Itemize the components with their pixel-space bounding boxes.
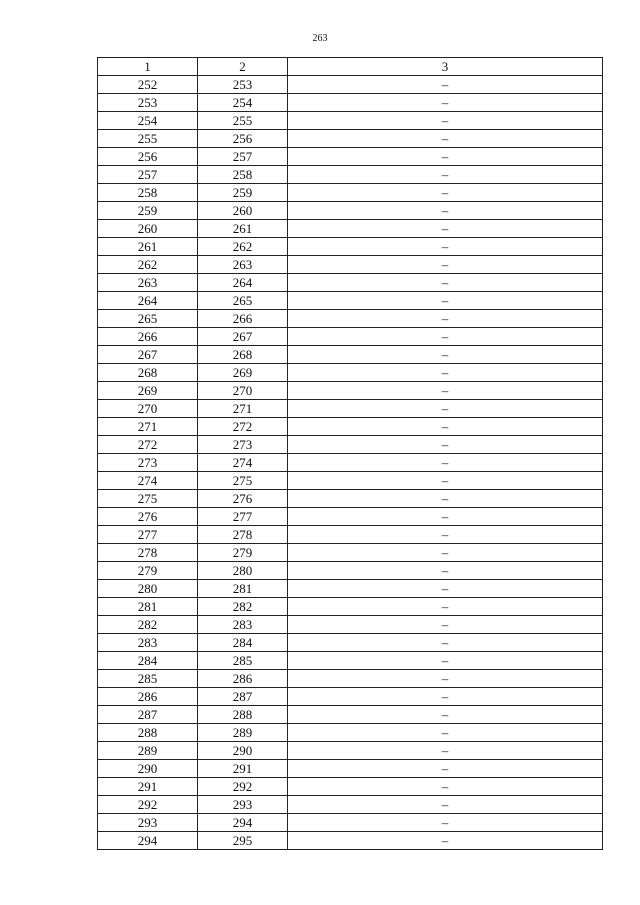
table-cell-col-1: 279 [98, 562, 198, 580]
table-cell-col-2: 261 [198, 220, 288, 238]
table-row [98, 166, 603, 184]
table-cell-col-2: 258 [198, 166, 288, 184]
table-cell-col-3: – [288, 184, 603, 202]
table-cell-col-2: 267 [198, 328, 288, 346]
table-row [98, 94, 603, 112]
table-cell-col-3: – [288, 670, 603, 688]
table-cell-col-3: – [288, 580, 603, 598]
table-cell-col-3: – [288, 202, 603, 220]
table-cell-col-3: – [288, 508, 603, 526]
table-cell-col-3: – [288, 688, 603, 706]
table-row [98, 508, 603, 526]
column-header-1: 1 [98, 58, 198, 76]
table-cell-col-1: 261 [98, 238, 198, 256]
table-cell-col-3: – [288, 418, 603, 436]
table-cell-col-1: 283 [98, 634, 198, 652]
table-cell-col-2: 275 [198, 472, 288, 490]
table-cell-col-1: 275 [98, 490, 198, 508]
table-row [98, 724, 603, 742]
table-cell-col-3: – [288, 796, 603, 814]
table-row [98, 274, 603, 292]
table-cell-col-3: – [288, 760, 603, 778]
table-row [98, 76, 603, 94]
table-cell-col-3: – [288, 130, 603, 148]
table-cell-col-3: – [288, 346, 603, 364]
table-cell-col-1: 253 [98, 94, 198, 112]
table-cell-col-2: 253 [198, 76, 288, 94]
table-cell-col-1: 277 [98, 526, 198, 544]
table-cell-col-2: 272 [198, 418, 288, 436]
table-cell-col-2: 289 [198, 724, 288, 742]
table-cell-col-2: 254 [198, 94, 288, 112]
table-cell-col-3: – [288, 742, 603, 760]
table-cell-col-3: – [288, 220, 603, 238]
table-cell-col-1: 257 [98, 166, 198, 184]
table-row [98, 526, 603, 544]
table-cell-col-1: 259 [98, 202, 198, 220]
table-cell-col-2: 280 [198, 562, 288, 580]
table-row [98, 706, 603, 724]
table-cell-col-1: 285 [98, 670, 198, 688]
table-cell-col-3: – [288, 328, 603, 346]
page-number: 263 [312, 33, 328, 44]
table-row [98, 634, 603, 652]
table-cell-col-1: 268 [98, 364, 198, 382]
table-body [98, 76, 603, 850]
table-cell-col-3: – [288, 274, 603, 292]
table-cell-col-2: 286 [198, 670, 288, 688]
table-cell-col-1: 266 [98, 328, 198, 346]
table-cell-col-1: 281 [98, 598, 198, 616]
table-cell-col-3: – [288, 400, 603, 418]
table-cell-col-2: 274 [198, 454, 288, 472]
table-cell-col-2: 271 [198, 400, 288, 418]
table-cell-col-3: – [288, 598, 603, 616]
table-cell-col-1: 288 [98, 724, 198, 742]
table-cell-col-3: – [288, 382, 603, 400]
table-row [98, 652, 603, 670]
table-cell-col-2: 264 [198, 274, 288, 292]
table-cell-col-3: – [288, 166, 603, 184]
table-cell-col-1: 286 [98, 688, 198, 706]
table-cell-col-2: 266 [198, 310, 288, 328]
table-cell-col-2: 283 [198, 616, 288, 634]
table-cell-col-2: 276 [198, 490, 288, 508]
data-table [97, 57, 603, 850]
table-row [98, 418, 603, 436]
table-cell-col-1: 294 [98, 832, 198, 850]
table-cell-col-3: – [288, 94, 603, 112]
table-cell-col-1: 262 [98, 256, 198, 274]
table-cell-col-2: 278 [198, 526, 288, 544]
table-cell-col-3: – [288, 454, 603, 472]
table-cell-col-3: – [288, 76, 603, 94]
table-cell-col-1: 287 [98, 706, 198, 724]
table-cell-col-1: 252 [98, 76, 198, 94]
table-row [98, 544, 603, 562]
table-row [98, 580, 603, 598]
table-row [98, 670, 603, 688]
table-row [98, 148, 603, 166]
table-row [98, 130, 603, 148]
table-cell-col-2: 277 [198, 508, 288, 526]
table-row [98, 742, 603, 760]
table-cell-col-1: 265 [98, 310, 198, 328]
table-cell-col-3: – [288, 436, 603, 454]
table-cell-col-2: 270 [198, 382, 288, 400]
table-row [98, 256, 603, 274]
table-cell-col-1: 276 [98, 508, 198, 526]
column-header-2: 2 [198, 58, 288, 76]
table-cell-col-1: 293 [98, 814, 198, 832]
table-cell-col-2: 285 [198, 652, 288, 670]
table-cell-col-1: 282 [98, 616, 198, 634]
table-row [98, 382, 603, 400]
table-cell-col-3: – [288, 814, 603, 832]
table-cell-col-1: 254 [98, 112, 198, 130]
table-header-row [98, 58, 603, 76]
table-cell-col-1: 256 [98, 148, 198, 166]
table-cell-col-1: 284 [98, 652, 198, 670]
table-row [98, 202, 603, 220]
table-cell-col-2: 268 [198, 346, 288, 364]
table-cell-col-3: – [288, 832, 603, 850]
table-row [98, 832, 603, 850]
table-cell-col-3: – [288, 310, 603, 328]
table-row [98, 778, 603, 796]
table-row [98, 184, 603, 202]
table-row [98, 112, 603, 130]
table-row [98, 490, 603, 508]
table-row [98, 598, 603, 616]
table-row [98, 688, 603, 706]
column-header-3: 3 [288, 58, 603, 76]
table-row [98, 760, 603, 778]
table-cell-col-3: – [288, 778, 603, 796]
table-row [98, 220, 603, 238]
table-cell-col-2: 284 [198, 634, 288, 652]
table-cell-col-1: 263 [98, 274, 198, 292]
table-cell-col-3: – [288, 652, 603, 670]
table-cell-col-1: 280 [98, 580, 198, 598]
table-cell-col-3: – [288, 364, 603, 382]
table-cell-col-3: – [288, 724, 603, 742]
table-cell-col-2: 290 [198, 742, 288, 760]
table-cell-col-1: 260 [98, 220, 198, 238]
table-cell-col-1: 270 [98, 400, 198, 418]
table-cell-col-2: 260 [198, 202, 288, 220]
table-row [98, 436, 603, 454]
table-row [98, 238, 603, 256]
table-cell-col-3: – [288, 490, 603, 508]
table-row [98, 562, 603, 580]
table-cell-col-3: – [288, 616, 603, 634]
table-cell-col-2: 255 [198, 112, 288, 130]
table-cell-col-1: 271 [98, 418, 198, 436]
table-row [98, 472, 603, 490]
table-row [98, 616, 603, 634]
table-cell-col-1: 290 [98, 760, 198, 778]
table-cell-col-2: 273 [198, 436, 288, 454]
table-cell-col-3: – [288, 634, 603, 652]
table-cell-col-1: 278 [98, 544, 198, 562]
table-cell-col-1: 291 [98, 778, 198, 796]
table-cell-col-2: 293 [198, 796, 288, 814]
table-cell-col-3: – [288, 112, 603, 130]
table-cell-col-2: 265 [198, 292, 288, 310]
table-row [98, 814, 603, 832]
table-cell-col-1: 258 [98, 184, 198, 202]
table-cell-col-3: – [288, 706, 603, 724]
table-cell-col-3: – [288, 148, 603, 166]
table-cell-col-2: 259 [198, 184, 288, 202]
table-cell-col-2: 295 [198, 832, 288, 850]
table-cell-col-3: – [288, 238, 603, 256]
table-cell-col-1: 274 [98, 472, 198, 490]
table-cell-col-1: 264 [98, 292, 198, 310]
table-cell-col-2: 288 [198, 706, 288, 724]
table-cell-col-2: 279 [198, 544, 288, 562]
table-cell-col-2: 282 [198, 598, 288, 616]
table-cell-col-2: 262 [198, 238, 288, 256]
table-row [98, 292, 603, 310]
table-cell-col-2: 256 [198, 130, 288, 148]
table-cell-col-3: – [288, 562, 603, 580]
table-cell-col-3: – [288, 472, 603, 490]
table-cell-col-1: 289 [98, 742, 198, 760]
table-row [98, 328, 603, 346]
table-cell-col-3: – [288, 256, 603, 274]
table-cell-col-3: – [288, 292, 603, 310]
table-cell-col-2: 292 [198, 778, 288, 796]
table-cell-col-3: – [288, 544, 603, 562]
table-cell-col-2: 287 [198, 688, 288, 706]
table-cell-col-1: 292 [98, 796, 198, 814]
table-row [98, 454, 603, 472]
table-row [98, 310, 603, 328]
table-cell-col-2: 269 [198, 364, 288, 382]
table-cell-col-2: 294 [198, 814, 288, 832]
table-row [98, 796, 603, 814]
table-cell-col-1: 255 [98, 130, 198, 148]
table-cell-col-1: 272 [98, 436, 198, 454]
table-cell-col-2: 291 [198, 760, 288, 778]
table-cell-col-2: 263 [198, 256, 288, 274]
table-cell-col-1: 267 [98, 346, 198, 364]
table-row [98, 364, 603, 382]
table-cell-col-1: 273 [98, 454, 198, 472]
table-cell-col-1: 269 [98, 382, 198, 400]
table-row [98, 346, 603, 364]
table-cell-col-2: 257 [198, 148, 288, 166]
table-cell-col-2: 281 [198, 580, 288, 598]
table-cell-col-3: – [288, 526, 603, 544]
table-row [98, 400, 603, 418]
